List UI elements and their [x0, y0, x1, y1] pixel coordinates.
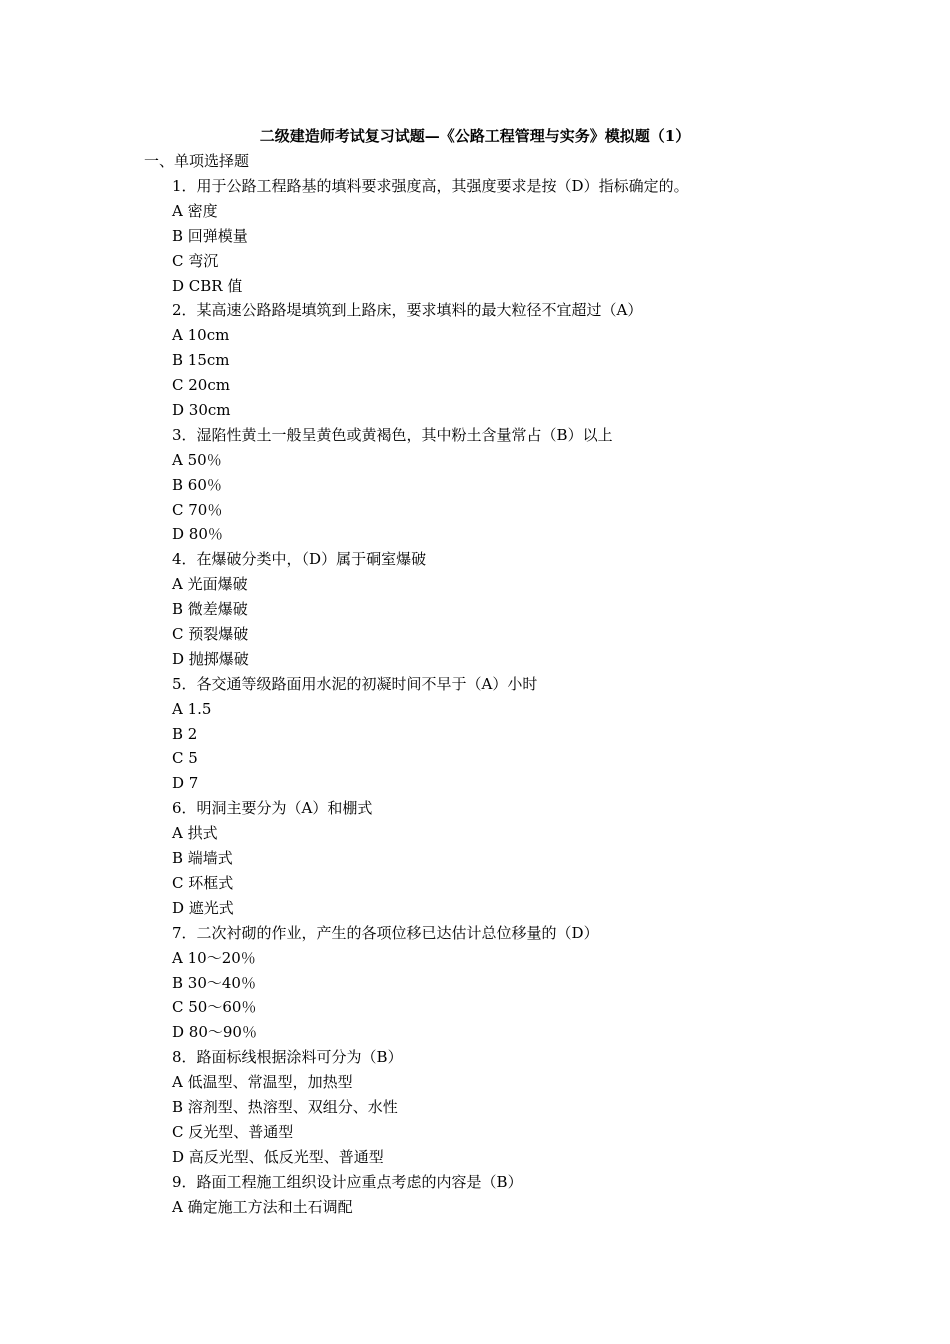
section-heading: 一、单项选择题 — [144, 152, 250, 170]
answer-option: A 10～20％ — [172, 948, 256, 967]
answer-option: D CBR 值 — [172, 276, 243, 295]
answer-option: B 溶剂型、热溶型、双组分、水性 — [172, 1097, 398, 1116]
answer-option: C 反光型、普通型 — [172, 1122, 294, 1141]
answer-option: D 80％ — [172, 525, 223, 544]
answer-option: A 低温型、常温型，加热型 — [172, 1073, 353, 1092]
answer-option: B 30～40％ — [172, 973, 256, 992]
answer-option: B 2 — [172, 724, 198, 743]
document-title: 二级建造师考试复习试题—《公路工程管理与实务》模拟题（1） — [259, 127, 691, 145]
answer-option: C 5 — [172, 749, 198, 768]
answer-option: C 20cm — [172, 376, 230, 395]
answer-option: D 80～90％ — [172, 1023, 257, 1042]
question-stem: 5．各交通等级路面用水泥的初凝时间不早于（A）小时 — [172, 674, 538, 693]
answer-option: C 70％ — [172, 500, 223, 519]
question-stem: 2．某高速公路路堤填筑到上路床，要求填料的最大粒径不宜超过（A） — [172, 301, 643, 320]
answer-option: D 抛掷爆破 — [172, 649, 249, 668]
question-stem: 1．用于公路工程路基的填料要求强度高，其强度要求是按（D）指标确定的。 — [172, 177, 689, 195]
question-stem: 9．路面工程施工组织设计应重点考虑的内容是（B） — [172, 1172, 523, 1191]
question-stem: 4．在爆破分类中，（D）属于硐室爆破 — [172, 550, 427, 569]
answer-option: A 光面爆破 — [172, 575, 248, 594]
answer-option: B 微差爆破 — [172, 600, 248, 619]
question-stem: 6．明洞主要分为（A）和棚式 — [172, 799, 373, 818]
answer-option: A 10cm — [172, 326, 230, 345]
answer-option: A 密度 — [172, 201, 218, 220]
answer-option: D 高反光型、低反光型、普通型 — [172, 1147, 384, 1166]
answer-option: C 50～60％ — [172, 998, 257, 1017]
answer-option: B 端墙式 — [172, 849, 233, 868]
answer-option: B 回弹模量 — [172, 226, 248, 245]
question-stem: 3．湿陷性黄土一般呈黄色或黄褐色，其中粉土含量常占（B）以上 — [172, 425, 613, 444]
answer-option: B 15cm — [172, 351, 230, 370]
answer-option: A 50％ — [172, 450, 222, 469]
answer-option: A 确定施工方法和土石调配 — [172, 1197, 353, 1216]
answer-option: C 环框式 — [172, 873, 234, 892]
answer-option: B 60％ — [172, 475, 222, 494]
answer-option: A 1.5 — [172, 699, 212, 718]
question-stem: 8．路面标线根据涂料可分为（B） — [172, 1048, 403, 1067]
question-list — [172, 174, 892, 1219]
answer-option: D 30cm — [172, 401, 231, 420]
answer-option: C 弯沉 — [172, 251, 219, 270]
answer-option: D 7 — [172, 774, 199, 793]
answer-option: C 预裂爆破 — [172, 625, 249, 644]
question-stem: 7．二次衬砌的作业，产生的各项位移已达估计总位移量的（D） — [172, 923, 599, 942]
answer-option: A 拱式 — [172, 824, 218, 843]
answer-option: D 遮光式 — [172, 898, 234, 917]
